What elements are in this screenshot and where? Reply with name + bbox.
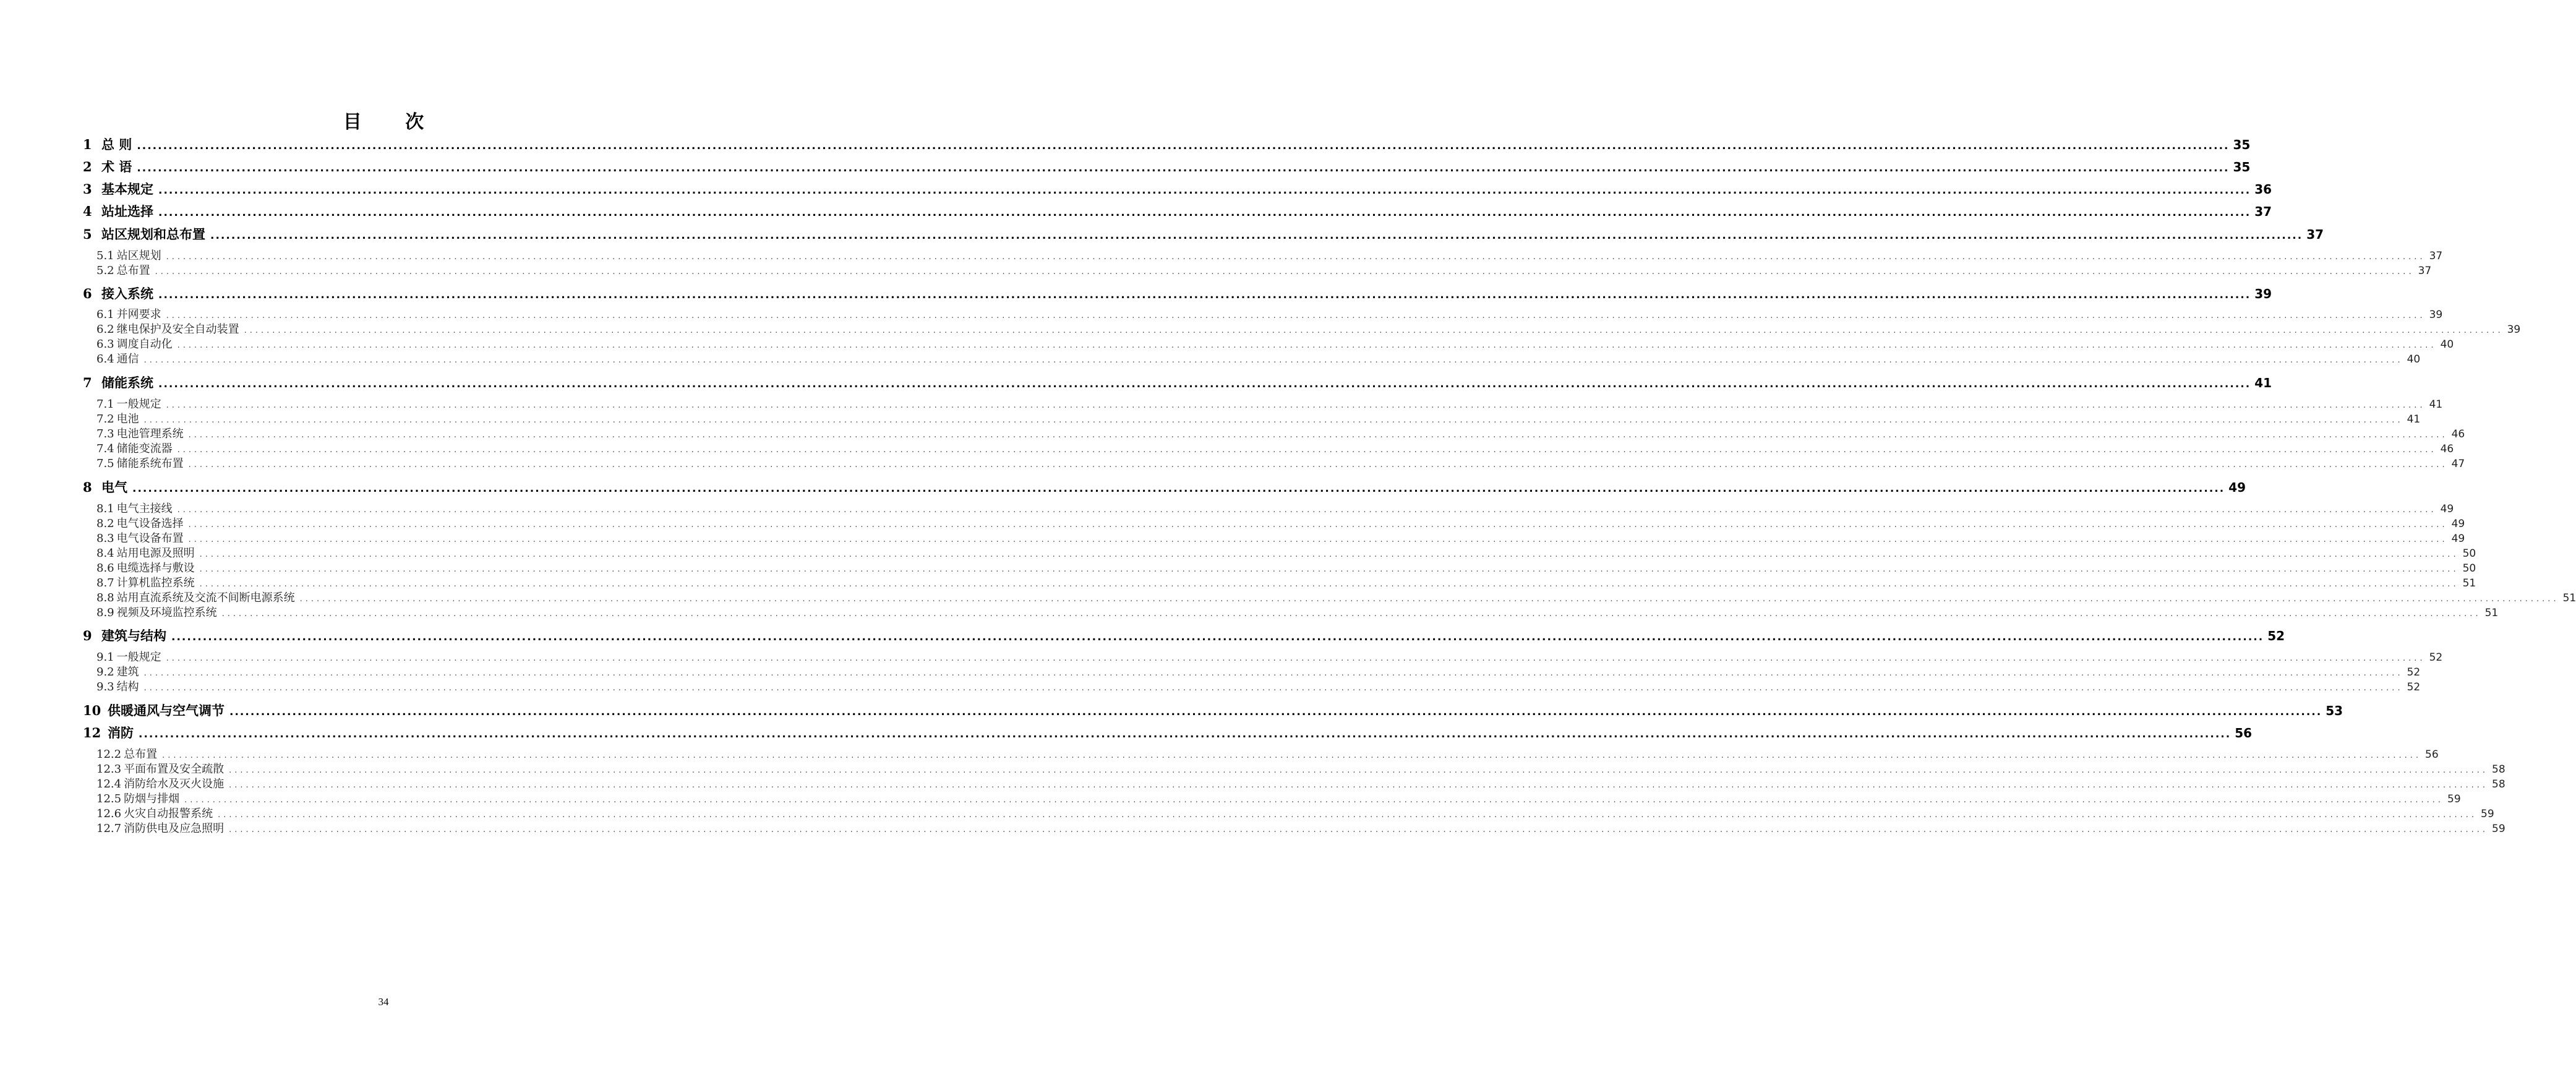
toc-entry-number: 9.2 [96,666,114,679]
toc-entry-page: 39 [2254,286,2272,301]
toc-entry-page: 51 [2462,577,2476,590]
toc-section-entry[interactable] [96,546,2476,562]
toc-leader-dots: ................................................................................................................................................................................................................................................................................................................................................................................................................ [166,654,2426,663]
toc-section-entry[interactable] [96,761,2505,778]
toc-entry-title: 储能系统布置 [116,457,184,470]
toc-section-entry[interactable] [96,307,2443,323]
toc-entry-title: 电池管理系统 [116,427,184,440]
toc-entry-title: 消防供电及应急照明 [124,822,225,835]
toc-leader-dots: ................................................................................................................................................................................................................................................................................................................................................................................................................ [199,565,2459,574]
toc-entry-title: 电气主接线 [116,502,173,515]
toc-entry-number: 8.4 [96,547,114,560]
toc-entry-number: 8 [83,479,92,495]
toc-entry-number: 12.6 [96,807,122,820]
toc-entry-title: 通信 [116,353,139,366]
toc-entry-page: 59 [2447,793,2461,805]
toc-entry-number: 7.2 [96,413,114,426]
toc-entry-number: 1 [83,137,92,152]
toc-entry-number: 5.2 [96,264,114,277]
toc-entry-title: 电气 [101,479,127,495]
toc-section-entry[interactable] [96,664,2421,680]
toc-entry-title: 电气设备选择 [116,517,184,530]
toc-entry-title: 消防给水及灭火设施 [124,778,225,791]
toc-entry-page: 50 [2462,562,2476,575]
toc-leader-dots: ................................................................................................................................................................................................................................................................................................................................................................................................................ [177,505,2437,515]
toc-entry-number: 3 [83,181,92,197]
toc-entry-title: 一般规定 [116,651,161,664]
toc-section-entry[interactable] [96,776,2505,792]
toc-entry-number: 4 [83,204,92,219]
toc-leader-dots: ................................................................................................................................................................................................................................................................................................................................................................................................................ [229,781,2489,790]
toc-leader-dots: ................................................................................................................................................................................................................................................................................................................................................................................................................ [158,289,2251,301]
toc-entry-page: 37 [2254,204,2272,219]
toc-section-entry[interactable] [96,575,2476,591]
toc-entry-title: 供暖通风与空气调节 [108,703,225,718]
toc-chapter-entry[interactable] [83,627,2285,645]
toc-section-entry[interactable] [96,397,2443,413]
toc-entry-title: 站区规划和总布置 [101,226,205,242]
toc-entry-page: 41 [2407,413,2421,426]
toc-entry-page: 35 [2233,137,2251,152]
toc-entry-title: 站用直流系统及交流不间断电源系统 [116,591,295,604]
toc-leader-dots: ................................................................................................................................................................................................................................................................................................................................................................................................................ [199,580,2459,589]
page-number: 34 [378,996,389,1008]
toc-entry-title: 建筑 [116,666,139,679]
toc-entry-page: 37 [2429,250,2443,262]
toc-section-entry[interactable] [96,322,2521,338]
toc-section-entry[interactable] [96,791,2461,807]
toc-entry-page: 56 [2235,726,2253,740]
toc-entry-page: 46 [2451,428,2465,440]
toc-entry-number: 7.4 [96,442,114,455]
toc-entry-number: 9.1 [96,651,114,664]
toc-chapter-entry[interactable] [83,158,2251,176]
toc-entry-title: 防烟与排烟 [124,792,180,805]
toc-entry-page: 36 [2254,182,2272,197]
toc-entry-title: 总布置 [124,748,158,761]
toc-entry-title: 基本规定 [101,181,153,197]
toc-leader-dots: ................................................................................................................................................................................................................................................................................................................................................................................................................ [132,482,2225,495]
toc-entry-number: 8.8 [96,591,114,604]
toc-entry-title: 术 语 [101,159,132,174]
toc-entry-title: 视频及环境监控系统 [116,606,217,619]
toc-entry-title: 调度自动化 [116,338,173,351]
toc-entry-page: 58 [2492,778,2505,791]
toc-entry-title: 建筑与结构 [101,628,166,643]
toc-entry-page: 52 [2429,651,2443,664]
toc-entry-page: 39 [2429,309,2443,321]
toc-entry-title: 继电保护及安全自动装置 [116,323,239,336]
toc-section-entry[interactable] [96,650,2443,666]
toc-leader-dots: ................................................................................................................................................................................................................................................................................................................................................................................................................ [166,252,2426,262]
toc-entry-title: 并网要求 [116,308,161,321]
toc-entry-title: 消防 [108,725,134,740]
toc-leader-dots: ................................................................................................................................................................................................................................................................................................................................................................................................................ [143,684,2403,693]
toc-chapter-entry[interactable] [83,285,2272,303]
toc-entry-number: 8.2 [96,517,114,530]
toc-entry-title: 一般规定 [116,398,161,411]
toc-section-entry[interactable] [96,501,2454,517]
toc-entry-page: 52 [2407,681,2421,693]
toc-entry-title: 电池 [116,413,139,426]
toc-section-entry[interactable] [96,411,2421,427]
toc-leader-dots: ................................................................................................................................................................................................................................................................................................................................................................................................................ [218,810,2478,820]
toc-leader-dots: ................................................................................................................................................................................................................................................................................................................................................................................................................ [299,594,2559,604]
toc-entry-title: 储能变流器 [116,442,173,455]
toc-entry-page: 46 [2440,443,2454,455]
toc-entry-title: 总布置 [116,264,150,277]
toc-entry-page: 52 [2407,666,2421,679]
toc-leader-dots: ................................................................................................................................................................................................................................................................................................................................................................................................................ [158,378,2251,390]
toc-entry-number: 7.5 [96,457,114,470]
toc-entry-number: 8.6 [96,562,114,575]
toc-chapter-entry[interactable] [83,478,2246,497]
toc-section-entry[interactable] [96,747,2439,763]
toc-entry-page: 37 [2418,265,2432,277]
toc-chapter-entry[interactable] [83,202,2272,221]
toc-section-entry[interactable] [96,248,2443,264]
toc-entry-page: 40 [2440,338,2454,351]
toc-section-entry[interactable] [96,351,2421,367]
page-title: 目 次 [343,111,443,133]
toc-entry-page: 37 [2306,227,2324,242]
toc-leader-dots: ................................................................................................................................................................................................................................................................................................................................................................................................................ [229,766,2489,775]
toc-entry-number: 6.2 [96,323,114,336]
toc-section-entry[interactable] [96,590,2576,606]
toc-entry-page: 51 [2484,607,2499,619]
toc-leader-dots: ................................................................................................................................................................................................................................................................................................................................................................................................................ [229,706,2322,718]
toc-entry-number: 6.3 [96,338,114,351]
toc-chapter-entry[interactable] [83,724,2253,742]
toc-entry-title: 站用电源及照明 [116,547,195,560]
toc-entry-number: 7 [83,375,92,390]
toc-entry-number: 6.4 [96,353,114,366]
toc-leader-dots: ................................................................................................................................................................................................................................................................................................................................................................................................................ [184,796,2444,805]
toc-entry-page: 59 [2492,823,2505,835]
toc-entry-number: 8.7 [96,577,114,590]
toc-entry-title: 平面布置及安全疏散 [124,763,225,776]
toc-entry-number: 5 [83,226,92,242]
toc-entry-title: 电气设备布置 [116,532,184,545]
toc-chapter-entry[interactable] [83,225,2324,244]
toc-leader-dots: ................................................................................................................................................................................................................................................................................................................................................................................................................ [143,416,2403,425]
toc-section-entry[interactable] [96,456,2465,472]
toc-entry-title: 计算机监控系统 [116,577,195,590]
toc-chapter-entry[interactable] [83,180,2272,199]
toc-entry-page: 41 [2429,398,2443,411]
toc-leader-dots: ................................................................................................................................................................................................................................................................................................................................................................................................................ [158,184,2251,197]
toc-entry-page: 49 [2451,518,2465,530]
toc-leader-dots: ................................................................................................................................................................................................................................................................................................................................................................................................................ [162,751,2422,760]
toc-entry-number: 2 [83,159,92,174]
toc-section-entry[interactable] [96,441,2454,457]
toc-entry-page: 35 [2233,160,2251,174]
toc-entry-page: 41 [2254,375,2272,390]
toc-entry-number: 12.4 [96,778,122,791]
toc-entry-page: 39 [2507,324,2521,336]
toc-entry-number: 8.3 [96,532,114,545]
toc-entry-number: 12.3 [96,763,122,776]
toc-entry-page: 58 [2492,763,2505,776]
toc-entry-page: 51 [2562,592,2576,604]
toc-entry-page: 59 [2481,808,2494,820]
toc-chapter-entry[interactable] [83,135,2251,154]
toc-entry-page: 52 [2267,628,2285,643]
toc-entry-number: 12.5 [96,792,122,805]
toc-entry-number: 12.7 [96,822,122,835]
toc-entry-number: 8.1 [96,502,114,515]
toc-entry-title: 电缆选择与敷设 [116,562,195,575]
toc-leader-dots: ................................................................................................................................................................................................................................................................................................................................................................................................................ [188,431,2448,440]
toc-section-entry[interactable] [96,560,2476,577]
toc-section-entry[interactable] [96,821,2505,837]
toc-entry-number: 12.2 [96,748,122,761]
toc-entry-title: 站区规划 [116,249,161,262]
toc-section-entry[interactable] [96,679,2421,695]
toc-section-entry[interactable] [96,426,2465,442]
toc-entry-number: 5.1 [96,249,114,262]
toc-entry-title: 接入系统 [101,286,153,301]
toc-entry-page: 56 [2425,748,2439,761]
toc-leader-dots: ................................................................................................................................................................................................................................................................................................................................................................................................................ [188,460,2448,470]
toc-leader-dots: ................................................................................................................................................................................................................................................................................................................................................................................................................ [166,311,2426,320]
toc-entry-page: 40 [2407,353,2421,366]
toc-section-entry[interactable] [96,806,2494,822]
toc-entry-number: 12 [83,725,101,740]
toc-entry-number: 10 [83,703,101,718]
toc-entry-page: 50 [2462,547,2476,560]
toc-leader-dots: ................................................................................................................................................................................................................................................................................................................................................................................................................ [155,267,2415,277]
toc-leader-dots: ................................................................................................................................................................................................................................................................................................................................................................................................................ [244,326,2504,335]
toc-entry-page: 49 [2451,533,2465,545]
toc-leader-dots: ................................................................................................................................................................................................................................................................................................................................................................................................................ [143,356,2403,365]
toc-entry-title: 储能系统 [101,375,153,390]
toc-entry-number: 6.1 [96,308,114,321]
toc-entry-number: 9 [83,628,92,643]
toc-entry-page: 47 [2451,458,2465,470]
toc-leader-dots: ................................................................................................................................................................................................................................................................................................................................................................................................................ [158,207,2251,219]
toc-leader-dots: ................................................................................................................................................................................................................................................................................................................................................................................................................ [177,445,2437,455]
toc-entry-title: 站址选择 [101,204,153,219]
toc-entry-page: 53 [2326,703,2343,718]
toc-entry-title: 火灾自动报警系统 [124,807,213,820]
toc-leader-dots: ................................................................................................................................................................................................................................................................................................................................................................................................................ [177,341,2437,350]
toc-leader-dots: ................................................................................................................................................................................................................................................................................................................................................................................................................ [143,669,2403,678]
toc-entry-number: 6 [83,286,92,301]
toc-section-entry[interactable] [96,337,2454,353]
toc-chapter-entry[interactable] [83,374,2272,392]
toc-entry-number: 7.1 [96,398,114,411]
toc-leader-dots: ................................................................................................................................................................................................................................................................................................................................................................................................................ [210,229,2303,242]
toc-section-entry[interactable] [96,605,2499,621]
toc-leader-dots: ................................................................................................................................................................................................................................................................................................................................................................................................................ [188,520,2448,530]
toc-leader-dots: ................................................................................................................................................................................................................................................................................................................................................................................................................ [166,401,2426,410]
toc-leader-dots: ................................................................................................................................................................................................................................................................................................................................................................................................................ [229,825,2489,834]
toc-entry-page: 49 [2440,503,2454,515]
toc-entry-number: 7.3 [96,427,114,440]
toc-chapter-entry[interactable] [83,701,2343,720]
toc-entry-number: 9.3 [96,680,114,693]
toc-leader-dots: ................................................................................................................................................................................................................................................................................................................................................................................................................ [137,162,2230,174]
toc-entry-title: 总 则 [101,137,132,152]
toc-leader-dots: ................................................................................................................................................................................................................................................................................................................................................................................................................ [171,631,2264,643]
toc-leader-dots: ................................................................................................................................................................................................................................................................................................................................................................................................................ [221,609,2481,619]
toc-leader-dots: ................................................................................................................................................................................................................................................................................................................................................................................................................ [188,535,2448,544]
toc-leader-dots: ................................................................................................................................................................................................................................................................................................................................................................................................................ [199,550,2459,559]
toc-section-entry[interactable] [96,516,2465,532]
toc-entry-page: 49 [2228,480,2246,495]
toc-entry-title: 结构 [116,680,139,693]
toc-section-entry[interactable] [96,263,2432,279]
toc-entry-number: 8.9 [96,606,114,619]
toc-leader-dots: ................................................................................................................................................................................................................................................................................................................................................................................................................ [137,140,2230,152]
toc-leader-dots: ................................................................................................................................................................................................................................................................................................................................................................................................................ [139,728,2232,740]
toc-section-entry[interactable] [96,531,2465,547]
